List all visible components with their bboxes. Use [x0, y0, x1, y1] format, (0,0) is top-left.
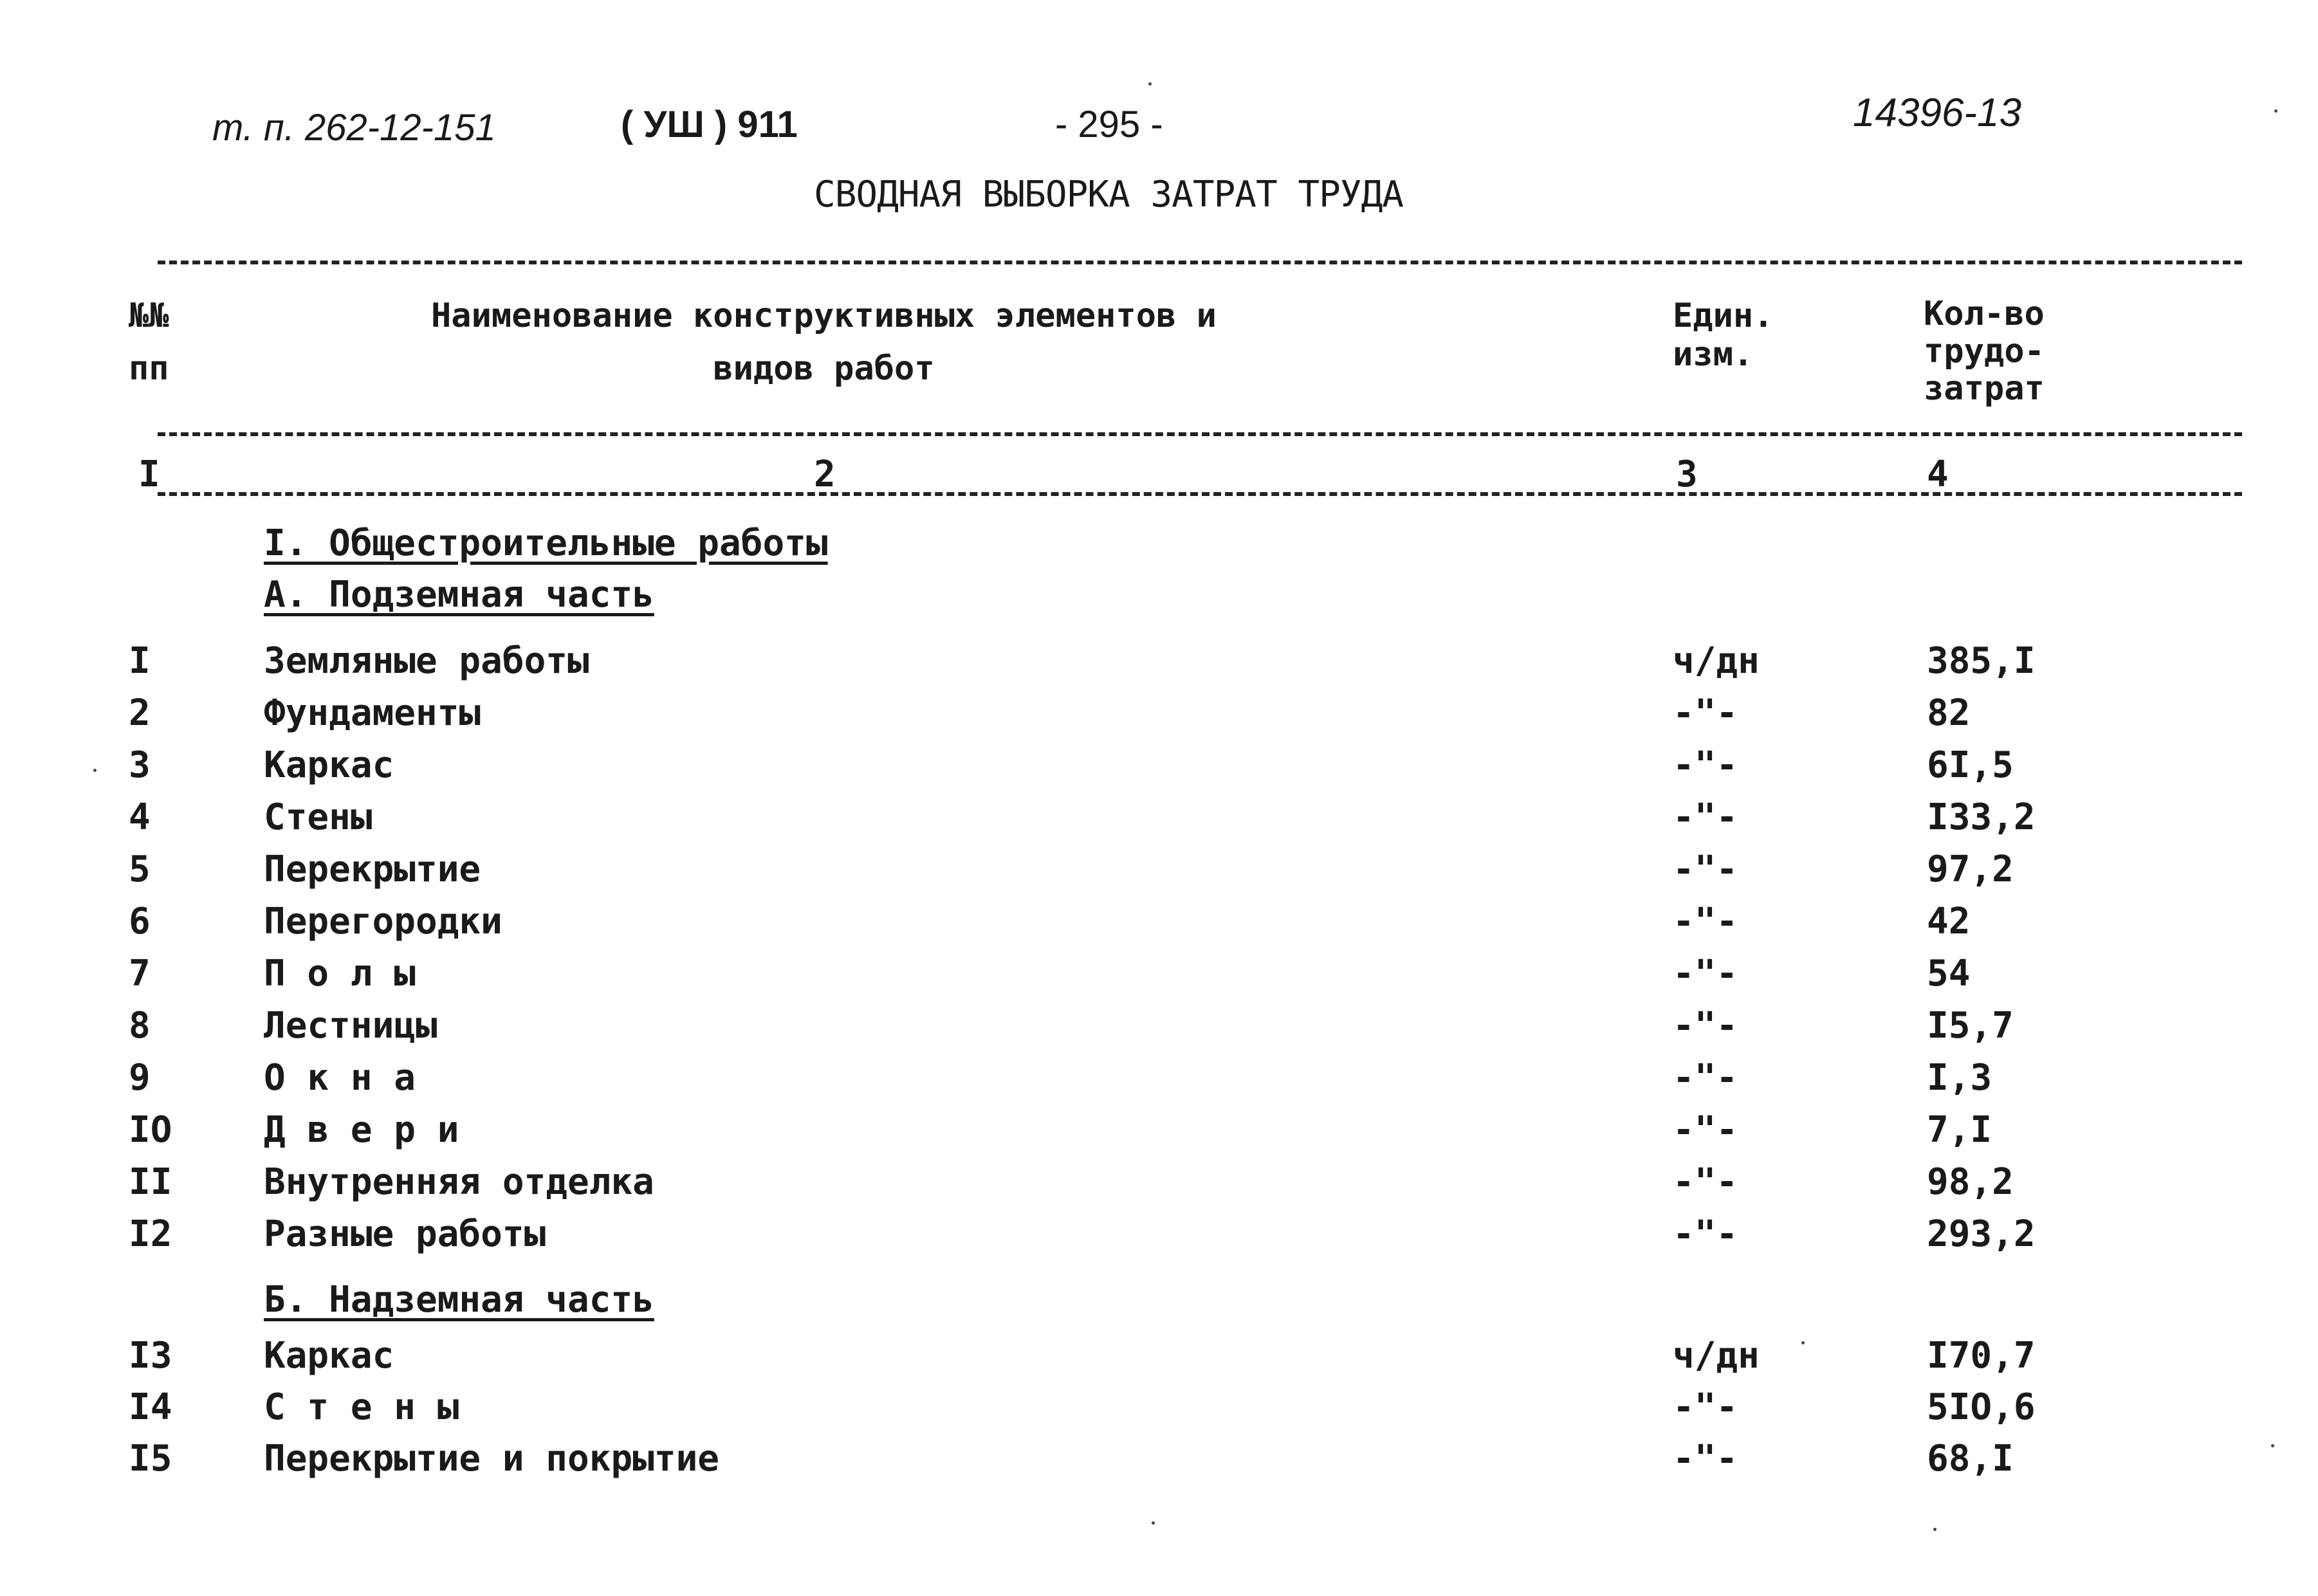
col-number-4: 4	[1927, 454, 1949, 495]
row-name: Перегородки	[264, 901, 502, 942]
row-name: Внутренняя отделка	[264, 1161, 654, 1203]
row-name: Перекрытие и покрытие	[264, 1438, 720, 1480]
row-number: I	[129, 640, 151, 682]
row-unit: -"-	[1673, 1005, 1738, 1047]
row-number: I4	[129, 1386, 172, 1428]
row-quantity: 68,I	[1927, 1438, 2014, 1480]
row-number: IO	[129, 1109, 172, 1151]
row-name: Фундаменты	[264, 692, 481, 734]
scan-speck	[93, 769, 97, 772]
subsection-heading-underground: А. Подземная часть	[264, 574, 654, 616]
row-quantity: 385,I	[1927, 640, 2036, 682]
album-number: ( УШ ) 911	[621, 104, 798, 145]
sheet-code: 14396-13	[1853, 91, 2022, 135]
col-number-2: 2	[814, 454, 836, 495]
row-quantity: 7,I	[1927, 1109, 1992, 1151]
row-unit: -"-	[1673, 796, 1738, 838]
row-number: 9	[129, 1057, 151, 1099]
row-name: Д в е р и	[264, 1109, 459, 1151]
row-quantity: 293,2	[1927, 1213, 2036, 1255]
page-number: - 295 -	[1055, 104, 1163, 145]
row-name: Каркас	[264, 1335, 394, 1377]
row-number: 5	[129, 848, 151, 890]
row-unit: -"-	[1673, 1213, 1738, 1255]
row-quantity: I33,2	[1927, 796, 2036, 838]
row-quantity: I,3	[1927, 1057, 1992, 1099]
row-name: О к н а	[264, 1057, 416, 1099]
row-quantity: 82	[1927, 692, 1971, 734]
row-name: Перекрытие	[264, 848, 481, 890]
row-unit: -"-	[1673, 1161, 1738, 1203]
scan-speck	[1801, 1341, 1805, 1344]
row-unit: -"-	[1673, 692, 1738, 734]
row-number: 2	[129, 692, 151, 734]
row-quantity: 42	[1927, 901, 1971, 942]
row-name: Разные работы	[264, 1213, 546, 1255]
section-heading-general: I. Общестроительные работы	[264, 522, 828, 564]
row-quantity: 98,2	[1927, 1161, 2014, 1203]
row-name: Лестницы	[264, 1005, 437, 1047]
row-unit: -"-	[1673, 901, 1738, 942]
row-number: 3	[129, 744, 151, 786]
scan-speck	[2271, 1444, 2274, 1447]
row-quantity: 54	[1927, 953, 1971, 995]
row-quantity: 6I,5	[1927, 744, 2014, 786]
row-number: II	[129, 1161, 172, 1203]
row-unit: -"-	[1673, 1386, 1738, 1428]
row-unit: -"-	[1673, 1109, 1738, 1151]
row-name: Стены	[264, 796, 373, 838]
scan-speck	[1152, 1521, 1155, 1525]
col-number-1: I	[138, 454, 160, 495]
row-quantity: I5,7	[1927, 1005, 2014, 1047]
col-header-unit: Един. изм.	[1673, 297, 1774, 374]
row-quantity: 5IO,6	[1927, 1386, 2036, 1428]
row-unit: -"-	[1673, 1057, 1738, 1099]
row-unit: ч/дн	[1673, 640, 1760, 682]
row-unit: -"-	[1673, 744, 1738, 786]
subsection-heading-aboveground: Б. Надземная часть	[264, 1279, 654, 1321]
row-number: 6	[129, 901, 151, 942]
row-number: I2	[129, 1213, 172, 1255]
row-name: П о л ы	[264, 953, 416, 995]
col-header-number: №№ пп	[129, 297, 169, 388]
row-quantity: 97,2	[1927, 848, 2014, 890]
row-unit: -"-	[1673, 848, 1738, 890]
row-number: 7	[129, 953, 151, 995]
row-quantity: I70,7	[1927, 1335, 2036, 1377]
row-unit: -"-	[1673, 953, 1738, 995]
row-unit: ч/дн	[1673, 1335, 1760, 1377]
column-numbers-rule	[158, 492, 2242, 496]
row-name: Земляные работы	[264, 640, 589, 682]
row-number: I3	[129, 1335, 172, 1377]
row-unit: -"-	[1673, 1438, 1738, 1480]
project-code: т. п. 262-12-151	[212, 107, 496, 149]
row-number: 4	[129, 796, 151, 838]
table-top-rule	[158, 261, 2242, 264]
row-name: С т е н ы	[264, 1386, 459, 1428]
scan-speck	[2274, 109, 2277, 113]
scan-speck	[1148, 82, 1152, 86]
row-number: 8	[129, 1005, 151, 1047]
header-bottom-rule	[158, 432, 2242, 436]
row-name: Каркас	[264, 744, 394, 786]
row-number: I5	[129, 1438, 172, 1480]
col-number-3: 3	[1676, 454, 1698, 495]
col-header-name: Наименование конструктивных элементов и видов работ	[431, 297, 1217, 388]
scan-speck	[1933, 1528, 1936, 1531]
col-header-quantity: Кол-во трудо- затрат	[1924, 295, 2045, 408]
page-title: СВОДНАЯ ВЫБОРКА ЗАТРАТ ТРУДА	[814, 174, 1404, 216]
